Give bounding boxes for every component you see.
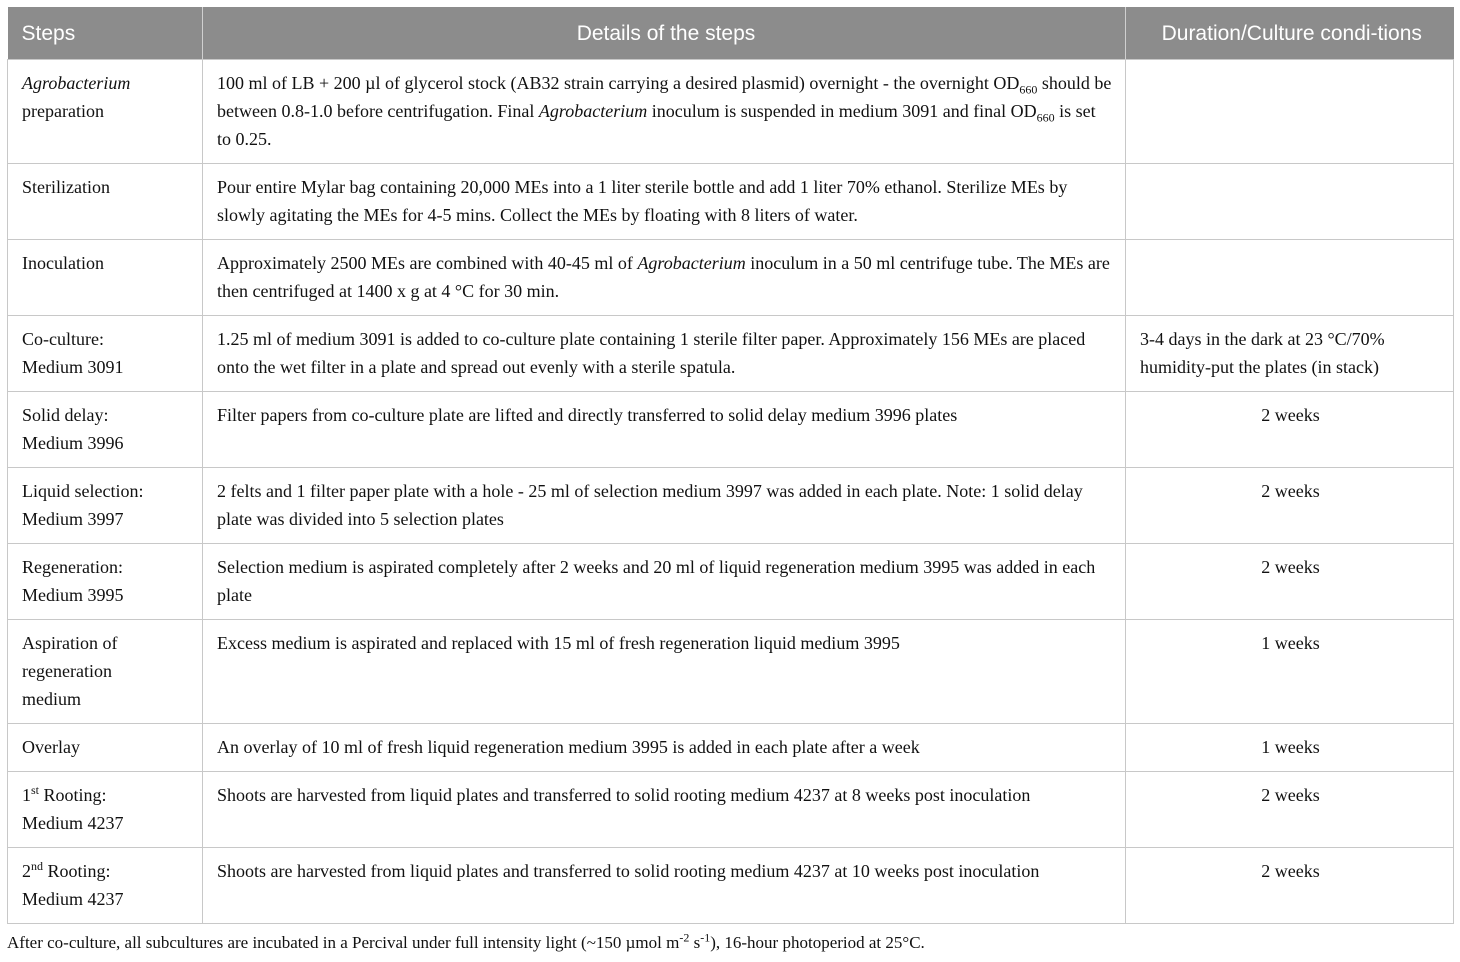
duration-cell: 2 weeks [1126,468,1454,544]
step-medium: Medium 3996 [22,433,124,453]
details-cell: Filter papers from co-culture plate are lifted and directly transferred to solid delay medium 3996 plates [203,392,1126,468]
table-row [8,620,1454,724]
step-ordinal-suffix: st [31,783,40,797]
table-row [8,848,1454,924]
duration-cell: 3-4 days in the dark at 23 °C/70% humidity-put the plates (in stack) [1126,316,1454,392]
table-row [8,164,1454,240]
details-cell: Excess medium is aspirated and replaced with 15 ml of fresh regeneration liquid medium 3995 [203,620,1126,724]
details-italic: Agrobacterium [637,253,746,273]
step-name: Aspiration of [22,633,118,653]
protocol-table [7,7,1454,924]
duration-cell: 2 weeks [1126,544,1454,620]
header-steps: Steps [8,7,203,60]
duration-cell: 2 weeks [1126,392,1454,468]
duration-cell: 2 weeks [1126,848,1454,924]
details-italic: Agrobacterium [538,101,648,121]
step-name: Rooting: [43,861,111,881]
duration-cell [1126,60,1454,164]
header-details: Details of the steps [203,7,1126,60]
step-ordinal: 1 [22,785,31,805]
step-cell: Inoculation [8,240,203,316]
duration-cell: 1 weeks [1126,724,1454,772]
step-name: Liquid selection: [22,481,144,501]
step-cell [8,60,203,164]
step-cell: Sterilization [8,164,203,240]
protocol-table-container [7,7,1453,924]
step-cell [8,468,203,544]
details-cell: Pour entire Mylar bag containing 20,000 MEs into a 1 liter sterile bottle and add 1 liter 70% ethanol. Sterilize MEs by slowly agitating the MEs for 4-5 mins. Collect the MEs by floating with 8 liters of water. [203,164,1126,240]
details-text: should be between 0.8-1.0 before centrifugation. Final [217,73,1112,121]
step-name: Co-culture: [22,329,104,349]
details-text: 100 ml of LB + 200 µl of glycerol stock (AB32 strain carrying a desired plasmid) overnight - the overnight OD [217,73,1020,93]
step-medium: Medium 3997 [22,509,124,529]
footnote-text: After co-culture, all subcultures are incubated in a Percival under full intensity light (~150 µmol m [7,933,680,952]
step-medium: Medium 4237 [22,889,124,909]
step-ordinal: 2 [22,861,31,881]
details-cell: Selection medium is aspirated completely after 2 weeks and 20 ml of liquid regeneration medium 3995 was added in each plate [203,544,1126,620]
table-row [8,392,1454,468]
footnote-superscript: -1 [700,930,711,945]
step-cell [8,392,203,468]
duration-cell [1126,164,1454,240]
footnote-text: s [689,933,701,952]
step-name: Solid delay: [22,405,109,425]
step-cell [8,848,203,924]
od-subscript: 660 [1019,82,1038,97]
step-name: regeneration [22,661,112,681]
details-cell [203,240,1126,316]
header-duration-text: Duration/Culture condi-tions [1161,22,1422,45]
step-name: Rooting: [39,785,107,805]
step-name: preparation [22,101,104,121]
footnote-text: ), 16-hour photoperiod at 25°C. [710,933,925,952]
table-header-row [8,7,1454,60]
details-cell [203,60,1126,164]
step-medium: Medium 4237 [22,813,124,833]
table-footnote [7,929,925,957]
duration-cell: 1 weeks [1126,620,1454,724]
details-cell: Shoots are harvested from liquid plates and transferred to solid rooting medium 4237 at 8 weeks post inoculation [203,772,1126,848]
details-text: inoculum is suspended in medium 3091 and final OD [647,101,1037,121]
table-row [8,544,1454,620]
details-cell: 2 felts and 1 filter paper plate with a hole - 25 ml of selection medium 3997 was added in each plate. Note: 1 solid delay plate was divided into 5 selection plates [203,468,1126,544]
table-row [8,316,1454,392]
step-cell [8,620,203,724]
step-cell [8,772,203,848]
step-medium: Medium 3995 [22,585,124,605]
step-cell [8,544,203,620]
step-name: medium [22,689,81,709]
step-ordinal-suffix: nd [31,859,43,873]
table-row [8,468,1454,544]
details-text: is set to 0.25. [217,101,1096,149]
step-medium: Medium 3091 [22,357,124,377]
table-row [8,724,1454,772]
header-duration [1126,7,1454,60]
od-subscript: 660 [1036,110,1055,125]
table-row [8,240,1454,316]
table-row [8,60,1454,164]
step-name-italic: Agrobacterium [22,73,131,93]
details-cell: Shoots are harvested from liquid plates and transferred to solid rooting medium 4237 at 10 weeks post inoculation [203,848,1126,924]
step-cell: Overlay [8,724,203,772]
details-text: inoculum in a 50 ml centrifuge tube. The MEs are then centrifuged at 1400 x g at 4 °C for 30 min. [217,253,1110,301]
table-row [8,772,1454,848]
details-cell: 1.25 ml of medium 3091 is added to co-culture plate containing 1 sterile filter paper. Approximately 156 MEs are placed onto the wet filter in a plate and spread out evenly with a sterile spatula. [203,316,1126,392]
details-cell: An overlay of 10 ml of fresh liquid regeneration medium 3995 is added in each plate after a week [203,724,1126,772]
duration-cell: 2 weeks [1126,772,1454,848]
step-cell [8,316,203,392]
footnote-superscript: -2 [679,930,690,945]
step-name: Regeneration: [22,557,123,577]
details-text: Approximately 2500 MEs are combined with 40-45 ml of [217,253,638,273]
duration-cell [1126,240,1454,316]
